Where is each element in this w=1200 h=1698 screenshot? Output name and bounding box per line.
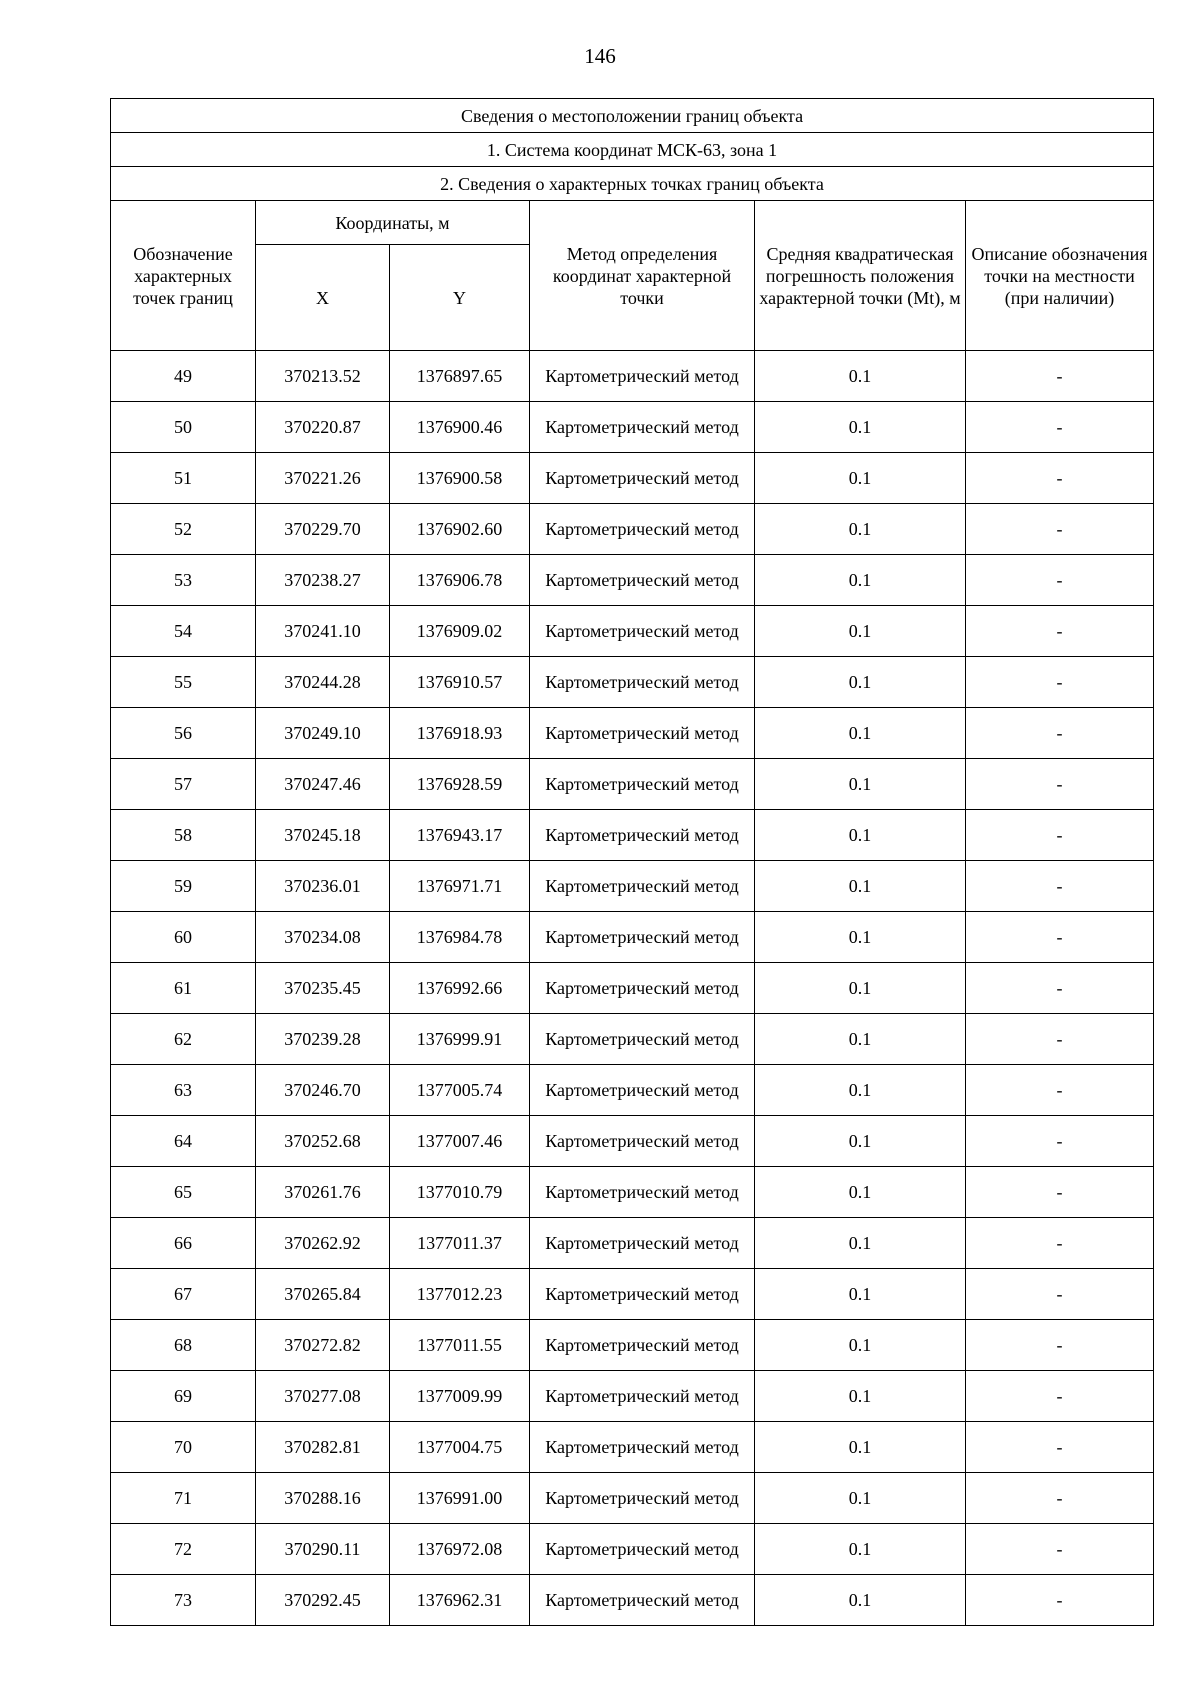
cell-point: 63 xyxy=(111,1065,256,1116)
cell-x: 370249.10 xyxy=(256,708,390,759)
cell-error: 0.1 xyxy=(755,963,966,1014)
cell-point: 70 xyxy=(111,1422,256,1473)
cell-method: Картометрический метод xyxy=(530,657,755,708)
cell-description: - xyxy=(966,606,1154,657)
cell-point: 73 xyxy=(111,1575,256,1626)
cell-description: - xyxy=(966,1116,1154,1167)
points-section-heading: 2. Сведения о характерных точках границ объекта xyxy=(111,167,1154,201)
cell-x: 370229.70 xyxy=(256,504,390,555)
cell-description: - xyxy=(966,1218,1154,1269)
cell-y: 1376918.93 xyxy=(390,708,530,759)
header-description: Описание обозначения точки на местности (при наличии) xyxy=(966,201,1154,351)
table-row xyxy=(111,555,1154,606)
table-row xyxy=(111,1014,1154,1065)
cell-error: 0.1 xyxy=(755,861,966,912)
cell-description: - xyxy=(966,1371,1154,1422)
cell-description: - xyxy=(966,1269,1154,1320)
cell-y: 1376962.31 xyxy=(390,1575,530,1626)
cell-point: 71 xyxy=(111,1473,256,1524)
cell-description: - xyxy=(966,402,1154,453)
cell-error: 0.1 xyxy=(755,912,966,963)
cell-y: 1376984.78 xyxy=(390,912,530,963)
cell-error: 0.1 xyxy=(755,708,966,759)
cell-error: 0.1 xyxy=(755,657,966,708)
cell-description: - xyxy=(966,504,1154,555)
cell-description: - xyxy=(966,1014,1154,1065)
cell-x: 370292.45 xyxy=(256,1575,390,1626)
cell-description: - xyxy=(966,453,1154,504)
table-row xyxy=(111,1575,1154,1626)
cell-description: - xyxy=(966,861,1154,912)
cell-point: 58 xyxy=(111,810,256,861)
cell-description: - xyxy=(966,1065,1154,1116)
table-row xyxy=(111,810,1154,861)
cell-y: 1376906.78 xyxy=(390,555,530,606)
cell-y: 1377007.46 xyxy=(390,1116,530,1167)
cell-y: 1377012.23 xyxy=(390,1269,530,1320)
cell-y: 1376900.46 xyxy=(390,402,530,453)
cell-y: 1376928.59 xyxy=(390,759,530,810)
cell-error: 0.1 xyxy=(755,1065,966,1116)
cell-point: 72 xyxy=(111,1524,256,1575)
cell-method: Картометрический метод xyxy=(530,402,755,453)
cell-description: - xyxy=(966,1422,1154,1473)
cell-method: Картометрический метод xyxy=(530,1065,755,1116)
header-error: Средняя квадратическая погрешность положения характерной точки (Mt), м xyxy=(755,201,966,351)
cell-x: 370239.28 xyxy=(256,1014,390,1065)
cell-y: 1377011.55 xyxy=(390,1320,530,1371)
cell-y: 1377009.99 xyxy=(390,1371,530,1422)
cell-x: 370246.70 xyxy=(256,1065,390,1116)
table-row xyxy=(111,1269,1154,1320)
cell-point: 53 xyxy=(111,555,256,606)
cell-method: Картометрический метод xyxy=(530,1422,755,1473)
cell-x: 370290.11 xyxy=(256,1524,390,1575)
cell-method: Картометрический метод xyxy=(530,1371,755,1422)
cell-x: 370244.28 xyxy=(256,657,390,708)
cell-method: Картометрический метод xyxy=(530,555,755,606)
cell-error: 0.1 xyxy=(755,1014,966,1065)
cell-description: - xyxy=(966,1320,1154,1371)
cell-method: Картометрический метод xyxy=(530,1524,755,1575)
table-row xyxy=(111,963,1154,1014)
cell-method: Картометрический метод xyxy=(530,810,755,861)
header-x: X xyxy=(256,245,390,351)
header-y: Y xyxy=(390,245,530,351)
cell-method: Картометрический метод xyxy=(530,861,755,912)
cell-method: Картометрический метод xyxy=(530,708,755,759)
cell-method: Картометрический метод xyxy=(530,504,755,555)
cell-point: 62 xyxy=(111,1014,256,1065)
cell-description: - xyxy=(966,1167,1154,1218)
cell-y: 1377005.74 xyxy=(390,1065,530,1116)
cell-point: 60 xyxy=(111,912,256,963)
cell-method: Картометрический метод xyxy=(530,351,755,402)
cell-method: Картометрический метод xyxy=(530,453,755,504)
cell-point: 56 xyxy=(111,708,256,759)
cell-error: 0.1 xyxy=(755,1116,966,1167)
table-row xyxy=(111,1524,1154,1575)
cell-point: 50 xyxy=(111,402,256,453)
cell-error: 0.1 xyxy=(755,1167,966,1218)
cell-y: 1376897.65 xyxy=(390,351,530,402)
cell-point: 57 xyxy=(111,759,256,810)
cell-error: 0.1 xyxy=(755,1218,966,1269)
cell-y: 1377004.75 xyxy=(390,1422,530,1473)
cell-x: 370277.08 xyxy=(256,1371,390,1422)
cell-x: 370282.81 xyxy=(256,1422,390,1473)
cell-method: Картометрический метод xyxy=(530,1218,755,1269)
header-coordinates: Координаты, м xyxy=(256,201,530,245)
table-row xyxy=(111,1473,1154,1524)
cell-x: 370245.18 xyxy=(256,810,390,861)
coordinate-system-heading: 1. Система координат МСК-63, зона 1 xyxy=(111,133,1154,167)
table-row xyxy=(111,1167,1154,1218)
cell-x: 370247.46 xyxy=(256,759,390,810)
cell-x: 370265.84 xyxy=(256,1269,390,1320)
cell-method: Картометрический метод xyxy=(530,759,755,810)
cell-error: 0.1 xyxy=(755,402,966,453)
cell-method: Картометрический метод xyxy=(530,606,755,657)
cell-y: 1376991.00 xyxy=(390,1473,530,1524)
cell-error: 0.1 xyxy=(755,1524,966,1575)
cell-method: Картометрический метод xyxy=(530,1320,755,1371)
cell-y: 1376900.58 xyxy=(390,453,530,504)
cell-point: 61 xyxy=(111,963,256,1014)
table-row xyxy=(111,351,1154,402)
cell-description: - xyxy=(966,912,1154,963)
cell-error: 0.1 xyxy=(755,1422,966,1473)
cell-description: - xyxy=(966,657,1154,708)
header-method: Метод определения координат характерной точки xyxy=(530,201,755,351)
table-row xyxy=(111,402,1154,453)
cell-y: 1377010.79 xyxy=(390,1167,530,1218)
cell-point: 54 xyxy=(111,606,256,657)
cell-description: - xyxy=(966,555,1154,606)
table-row xyxy=(111,1422,1154,1473)
table-row xyxy=(111,1371,1154,1422)
cell-description: - xyxy=(966,1575,1154,1626)
cell-x: 370213.52 xyxy=(256,351,390,402)
cell-error: 0.1 xyxy=(755,1269,966,1320)
cell-error: 0.1 xyxy=(755,1371,966,1422)
cell-point: 59 xyxy=(111,861,256,912)
cell-point: 68 xyxy=(111,1320,256,1371)
cell-method: Картометрический метод xyxy=(530,1269,755,1320)
table-row xyxy=(111,759,1154,810)
cell-error: 0.1 xyxy=(755,810,966,861)
cell-x: 370272.82 xyxy=(256,1320,390,1371)
table-row xyxy=(111,657,1154,708)
cell-x: 370220.87 xyxy=(256,402,390,453)
cell-x: 370288.16 xyxy=(256,1473,390,1524)
cell-point: 69 xyxy=(111,1371,256,1422)
cell-x: 370241.10 xyxy=(256,606,390,657)
table-row xyxy=(111,912,1154,963)
cell-x: 370234.08 xyxy=(256,912,390,963)
table-title: Сведения о местоположении границ объекта xyxy=(111,99,1154,133)
table-row xyxy=(111,1065,1154,1116)
table-row xyxy=(111,708,1154,759)
cell-description: - xyxy=(966,1473,1154,1524)
cell-description: - xyxy=(966,963,1154,1014)
cell-y: 1376992.66 xyxy=(390,963,530,1014)
cell-y: 1376972.08 xyxy=(390,1524,530,1575)
table-row xyxy=(111,453,1154,504)
cell-method: Картометрический метод xyxy=(530,912,755,963)
cell-point: 66 xyxy=(111,1218,256,1269)
cell-x: 370262.92 xyxy=(256,1218,390,1269)
cell-error: 0.1 xyxy=(755,453,966,504)
cell-error: 0.1 xyxy=(755,504,966,555)
page-number: 146 xyxy=(584,44,616,68)
table-row xyxy=(111,1320,1154,1371)
cell-description: - xyxy=(966,810,1154,861)
cell-point: 55 xyxy=(111,657,256,708)
table-row xyxy=(111,861,1154,912)
boundary-points-table xyxy=(110,98,1154,1626)
cell-error: 0.1 xyxy=(755,351,966,402)
cell-x: 370252.68 xyxy=(256,1116,390,1167)
cell-x: 370261.76 xyxy=(256,1167,390,1218)
table-row xyxy=(111,1218,1154,1269)
cell-error: 0.1 xyxy=(755,759,966,810)
cell-y: 1377011.37 xyxy=(390,1218,530,1269)
cell-description: - xyxy=(966,708,1154,759)
cell-point: 49 xyxy=(111,351,256,402)
cell-x: 370221.26 xyxy=(256,453,390,504)
cell-method: Картометрический метод xyxy=(530,1014,755,1065)
cell-error: 0.1 xyxy=(755,1320,966,1371)
cell-point: 51 xyxy=(111,453,256,504)
cell-y: 1376909.02 xyxy=(390,606,530,657)
cell-x: 370235.45 xyxy=(256,963,390,1014)
cell-y: 1376943.17 xyxy=(390,810,530,861)
cell-point: 67 xyxy=(111,1269,256,1320)
table-body xyxy=(111,351,1154,1626)
cell-error: 0.1 xyxy=(755,1575,966,1626)
cell-x: 370236.01 xyxy=(256,861,390,912)
cell-error: 0.1 xyxy=(755,555,966,606)
cell-method: Картометрический метод xyxy=(530,1473,755,1524)
cell-y: 1376971.71 xyxy=(390,861,530,912)
cell-y: 1376910.57 xyxy=(390,657,530,708)
cell-error: 0.1 xyxy=(755,1473,966,1524)
cell-method: Картометрический метод xyxy=(530,1116,755,1167)
cell-description: - xyxy=(966,759,1154,810)
cell-method: Картометрический метод xyxy=(530,1575,755,1626)
table-row xyxy=(111,504,1154,555)
cell-point: 65 xyxy=(111,1167,256,1218)
cell-method: Картометрический метод xyxy=(530,1167,755,1218)
cell-point: 52 xyxy=(111,504,256,555)
cell-error: 0.1 xyxy=(755,606,966,657)
cell-method: Картометрический метод xyxy=(530,963,755,1014)
cell-point: 64 xyxy=(111,1116,256,1167)
table-row xyxy=(111,606,1154,657)
cell-y: 1376999.91 xyxy=(390,1014,530,1065)
header-point: Обозначение характерных точек границ xyxy=(111,201,256,351)
cell-x: 370238.27 xyxy=(256,555,390,606)
table-row xyxy=(111,1116,1154,1167)
cell-description: - xyxy=(966,1524,1154,1575)
cell-y: 1376902.60 xyxy=(390,504,530,555)
cell-description: - xyxy=(966,351,1154,402)
